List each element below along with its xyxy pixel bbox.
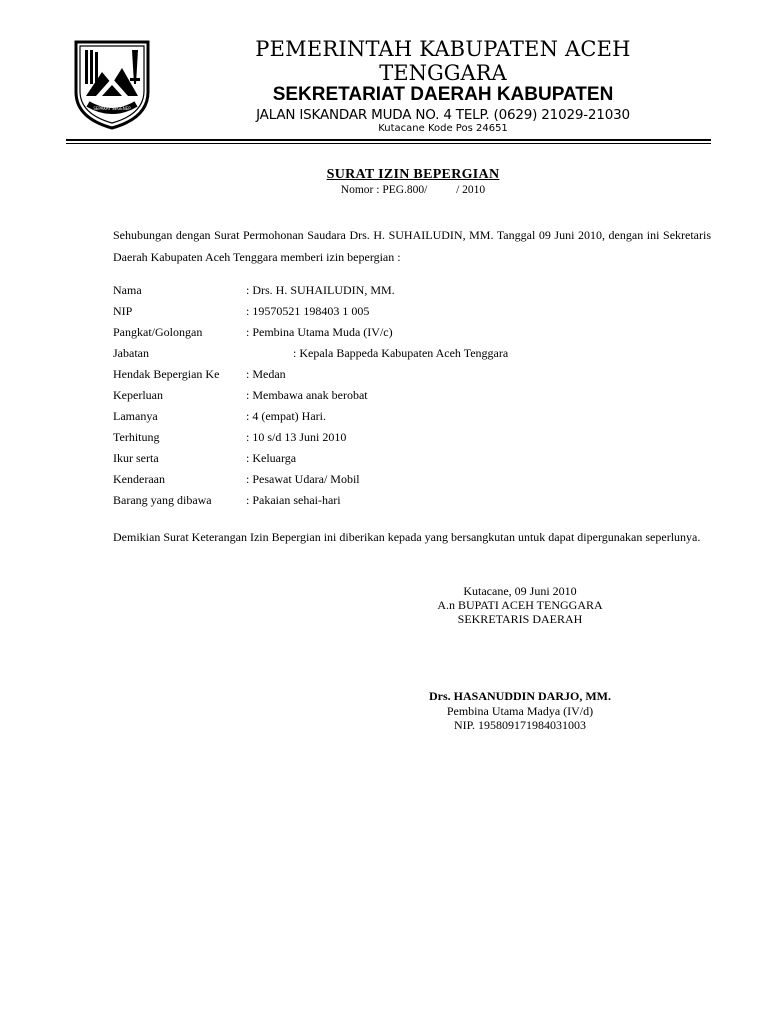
svg-text:SEPAKAT SEGENEP: SEPAKAT SEGENEP xyxy=(93,106,131,111)
field-value: : Membawa anak berobat xyxy=(246,388,368,402)
field-value: : Drs. H. SUHAILUDIN, MM. xyxy=(246,283,395,297)
field-label: Lamanya xyxy=(113,409,158,423)
field-label: Jabatan xyxy=(113,346,149,360)
intro-paragraph: Sehubungan dengan Surat Permohonan Saudara Drs. H. SUHAILUDIN, MM. Tanggal 09 Juni 2010, dengan ini Sekretaris Daerah Kabupaten Aceh Tenggara memberi izin bepergian : xyxy=(113,228,711,264)
field-value: : 10 s/d 13 Juni 2010 xyxy=(246,430,347,444)
field-value: : Medan xyxy=(246,367,286,381)
field-label: Pangkat/Golongan xyxy=(113,325,203,339)
field-label: Ikur serta xyxy=(113,451,159,465)
letter-title: SURAT IZIN BEPERGIAN xyxy=(326,167,500,182)
field-value: : Kepala Bappeda Kabupaten Aceh Tenggara xyxy=(293,346,509,360)
field-value: : Pembina Utama Muda (IV/c) xyxy=(246,325,393,339)
letter-number: Nomor : PEG.800/ / 2010 xyxy=(340,184,486,196)
field-value: : 4 (empat) Hari. xyxy=(246,409,326,423)
closing-paragraph: Demikian Surat Keterangan Izin Bepergian ini diberikan kepada yang bersangkutan untuk dapat dipergunakan seperlunya. xyxy=(113,530,701,544)
field-label: Kenderaan xyxy=(113,472,165,486)
regional-emblem-icon xyxy=(66,38,158,130)
field-label: NIP xyxy=(113,304,133,318)
letterhead-rule-thin xyxy=(66,143,711,144)
letterhead-rule-thick xyxy=(66,139,711,141)
field-value: : Keluarga xyxy=(246,451,297,465)
letterhead-region: TENGGARA xyxy=(379,61,507,85)
letterhead-postal: Kutacane Kode Pos 24651 xyxy=(378,123,508,134)
letterhead-office: SEKRETARIAT DAERAH KABUPATEN xyxy=(272,84,614,105)
field-value: : Pakaian sehai-hari xyxy=(246,493,341,507)
field-label: Terhitung xyxy=(113,430,160,444)
field-label: Nama xyxy=(113,283,142,297)
field-label: Hendak Bepergian Ke xyxy=(113,367,220,381)
field-label: Keperluan xyxy=(113,388,163,402)
field-value: : Pesawat Udara/ Mobil xyxy=(246,472,360,486)
letterhead-address: JALAN ISKANDAR MUDA NO. 4 TELP. (0629) 21029-21030 xyxy=(256,107,630,123)
letterhead-government: PEMERINTAH KABUPATEN ACEH xyxy=(255,37,631,61)
signature-position: SEKRETARIS DAERAH xyxy=(457,612,583,626)
signature-on-behalf: A.n BUPATI ACEH TENGGARA xyxy=(437,598,603,612)
signatory-nip: NIP. 195809171984031003 xyxy=(453,718,586,732)
field-label: Barang yang dibawa xyxy=(113,493,212,507)
signature-place-date: Kutacane, 09 Juni 2010 xyxy=(463,584,577,598)
signatory-rank: Pembina Utama Madya (IV/d) xyxy=(446,704,594,718)
signatory-name: Drs. HASANUDDIN DARJO, MM. xyxy=(429,689,611,703)
field-value: : 19570521 198403 1 005 xyxy=(246,304,370,318)
